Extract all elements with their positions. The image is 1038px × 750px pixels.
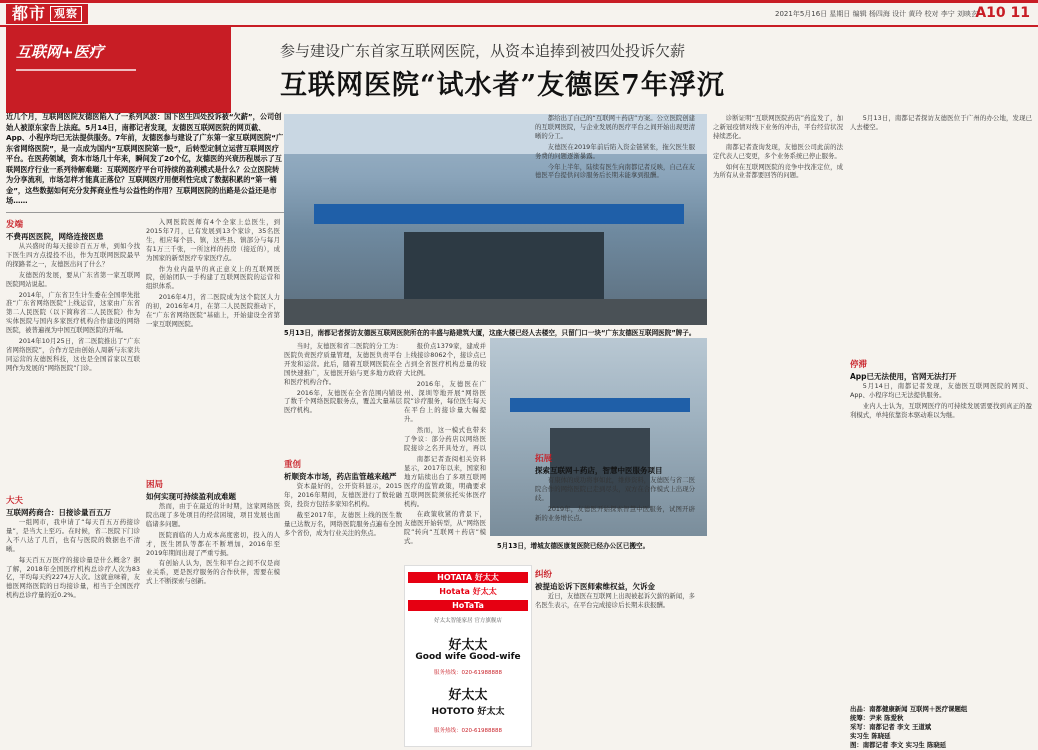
col2-body — [146, 218, 280, 473]
paragraph: 每天百五万医疗的接诊量是什么概念？据了解，2018年全国医疗机构总诊疗人次为83亿，平均每天约2274万人次。这就意味着，友德医网络医院的日均接诊量，相当于全国医疗机构总诊疗量的近0.2%。 — [6, 555, 140, 600]
col3-label: 重创 — [284, 460, 302, 470]
logo-sub: 观察 — [50, 6, 82, 22]
col3-title: 析顺资本市场，药店监管越来越严 — [284, 472, 397, 481]
byline-line: 图：南都记者 李文 实习生 陈晓延 — [850, 741, 947, 749]
paragraph: 一组网市，我申请了“每天百五万药接诊量”，是当大上至巧。在时候，省二医院下门诊入不八达了几百，也有与医院的数据也不清晰。 — [6, 518, 140, 553]
col3-body — [284, 342, 402, 452]
byline-line: 实习生 陈晓延 — [850, 732, 891, 740]
paragraph: 从兴盛时的每天接诊百五万单，到如今找下医生四方点提投不出，作为互联网医院最早的探路者之一，友德医出问了什么？ — [6, 242, 140, 268]
kicker: 参与建设广东首家互联网医院，从资本追捧到被四处投诉欠薪 — [280, 42, 686, 60]
col1-sub-title — [6, 494, 140, 518]
paragraph: 2014年10月25日，省二医院推出了“广东省网络医院”，合作方是由创始人周新与东家共同运营的友德医科技，这也是全国首家以互联网作为发展的“网络医院”门诊。 — [6, 337, 140, 372]
ad-brand-5: HOTOTO 好太太 — [431, 707, 505, 717]
col5-body-3 — [535, 592, 695, 746]
col1-body-2 — [6, 518, 140, 746]
paragraph: 有创始人认为，医生和平台之间不仅是商业关系，更是医疗服务的合作伙伴，需要在模式上不断探索与创新。 — [146, 559, 280, 586]
paragraph: 2016年4月，省二医院成为这个院区人力的初，2016年4月，在第二人民医院推动下，在“广东省网络医院”基础上，开始建设全省第一家互联网医院。 — [146, 293, 280, 328]
ad-big-brand: 好太太 — [448, 638, 488, 653]
col1-sub-heading: 互联网药商合：日接诊量百五万 — [6, 508, 111, 517]
col6-body — [713, 114, 843, 374]
paragraph: 然而，这一模式也带来了争议：部分药店以网络医院接诊之名开具处方，再以 — [404, 426, 486, 452]
col2-body-2 — [146, 502, 280, 746]
byline-line: 采写：南都记者 李文 王道斌 — [850, 723, 932, 731]
paragraph: 作为业内最早的真正意义上的互联网医院，创始团队一手构建了互联网医院的运营和组织体系。 — [146, 264, 280, 291]
col4-body — [404, 342, 486, 452]
col5-section-title-2 — [535, 568, 695, 592]
photo-entrance — [404, 232, 604, 302]
col5-body — [535, 114, 695, 219]
paragraph: 2016年，友德医在广州、深圳等地开展“网络医院”诊疗服务，每位医生每天在平台上的接诊量大幅提升。 — [404, 379, 486, 424]
ad-hotline-2: 服务热线：020-61988888 — [434, 728, 502, 734]
paragraph: 报价点1379家，建成并上线接诊8062个，接诊点已占到全省医疗机构总量的较大比例。 — [404, 342, 486, 377]
col5-title-2: 被提追讼诉下医师索维权益，欠诉金 — [535, 582, 655, 591]
paragraph: 南都记者查阅相关资料显示，2017年以来，国家和地方陆续出台了多项互联网医疗的监管政策，明确要求互联网医院须依托实体医疗机构。 — [404, 455, 486, 508]
ad-brand-2: Hotata 好太太 — [408, 586, 528, 597]
col7-body — [850, 114, 1032, 352]
advertisement — [404, 565, 532, 747]
masthead-meta: 2021年5月16日 星期日 编辑 杨四海 设计 黄玲 校对 李宁 刘映玄 — [775, 10, 978, 18]
page-number: A10 11 — [975, 5, 1030, 21]
col1-section-title — [6, 218, 140, 242]
ad-brand-1: HOTATA 好太太 — [408, 572, 528, 583]
paragraph: 然而，由于在最近的计时期，这家网络医院出现了多处项目的经营困境，项目发展也面临诸多问题。 — [146, 502, 280, 528]
col1-sub-label: 大夫 — [6, 496, 24, 506]
paragraph: 2019年，友德医开始探索智慧中医服务，试图开辟新的业务增长点。 — [535, 504, 695, 522]
paragraph: 友德医的发展，要从广东省第一家互联网医院网站说起。 — [6, 270, 140, 288]
byline-line: 出品：南都健康新闻 互联网＋医疗课题组 — [850, 705, 968, 713]
paragraph: 截至2017年，友德医上线的医生数量已达数万名，网络医院服务点遍布全国多个省份，成为行业关注的焦点。 — [284, 510, 402, 537]
col6-section-title — [850, 358, 1032, 382]
paragraph: 当时，友德医和省二医院的分工为：医院负责医疗质量管理，友德医负责平台开发和运营。此后，随着互联网医院在全国快速推广，友德医开始与更多地方政府和医疗机构合作。 — [284, 342, 402, 386]
paragraph: 友德医在2019年前后陷入资金链紧张，拖欠医生服务费的问题逐渐暴露。 — [535, 142, 695, 160]
paragraph: 5月13日，南都记者探访友德医位于广州的办公地，发现已人去楼空。 — [850, 114, 1032, 131]
col7-body-2 — [850, 382, 1032, 700]
ad-hotline-1: 服务热线：020-61988888 — [434, 670, 502, 676]
paragraph: 入网医院医师有4个全家上总医生，到2015年7月，已有发展到13个家诊，35名医生，相应每个县、镇，这些县、镇部分与每月有1万三千张，一所这样的药房（接近的），成为国家的新型医疗专家医疗点。 — [146, 218, 280, 262]
col5-label: 拓展 — [535, 454, 553, 464]
section-tag-text: 互联网+医疗 — [16, 43, 104, 61]
col5-section-title — [535, 452, 695, 476]
paragraph: 资本最好的，公开资料显示，2015年，2016年期间，友德医进行了数轮融资，投资方包括多家知名机构。 — [284, 482, 402, 508]
logo-text: 都市 — [12, 4, 47, 23]
paragraph: 诊断证明“互联网医院药店”药监发了，加之新冠疫情对线下业务的冲击，平台经营状况持续恶化。 — [713, 114, 843, 140]
paragraph: 业内人士认为，互联网医疗的可持续发展需要找到真正的盈利模式，单纯依靠资本驱动难以为继。 — [850, 401, 1032, 419]
col1-label: 发端 — [6, 220, 24, 230]
col5-body-2 — [535, 476, 695, 574]
section-tag-rule — [16, 69, 136, 71]
paragraph: 今年上半年，陆续有医生向南都记者反映，自己在友德医平台提供问诊服务后长期未能拿到报酬。 — [535, 162, 695, 180]
ad-brand-4: 好太太 — [448, 688, 488, 703]
lead-paragraph: 近几个月，互联网医院友德医陷入了一系列风波：国下医生四处投诉被“欠薪”，公司创始人被原东家告上法庭。5月14日，南都记者发现，友德医互联网医院的网页截、App、小程序均已无法提供服务。7年前，友德医参与建设了广东第一家互联网医院“广东省网络医院”，是一点成为国内“互联网医院第一股”，后转型定制立运营互联网医疗平台。在医药领域，资本市场几十年来，瞬间发了20个亿，友德医的兴衰历程展示了互联网医疗行业一系列待解难题：互联网医疗平台可持续的盈利模式是什么？公立医院转为分享流利，市场怎样才能真正落位？互联网医疗用便利性完成了数据积累的“第一桶金”，这些数据如何充分发挥商业性与公益性的作用？互联网医院的出路是公益还是市场…… — [6, 112, 284, 205]
ad-big-brand-en: Good wife Good-wife — [415, 652, 521, 662]
photo2-caption: 5月13日，增城友德医康复医院已经办公区已搬空。 — [497, 542, 650, 550]
col1-body — [6, 242, 140, 492]
masthead — [0, 3, 1038, 27]
col5-label-2: 纠纷 — [535, 570, 553, 580]
paragraph: 都给出了自己的“互联网＋药店”方案。公立医院创建的互联网医院，与企业发展的医疗平台之间开始出现更清晰的分工。 — [535, 114, 695, 140]
col2-label: 困局 — [146, 480, 164, 490]
col3-section-title — [284, 458, 402, 482]
photo-caption: 5月13日，南都记者探访友德医互联网医院所在的丰盛与路建筑大厦，这座大楼已经人去楼空，只留门口一块“广东友德医互联网医院”牌子。 — [284, 329, 696, 337]
col5-title: 探索互联网＋药店，智慧中医服务项目 — [535, 466, 663, 475]
col6-label: 停滞 — [850, 360, 868, 370]
paragraph: 医院面临的人力成本高度密切，投入的人才，医生团队等都在不断增加，2016年至2019年期间出现了严重亏损。 — [146, 530, 280, 557]
col3-body-2 — [284, 482, 402, 746]
headline: 互联网医院“试水者”友德医7年浮沉 — [280, 70, 725, 101]
paragraph: 在政策收紧的背景下，友德医开始转型，从“网络医院”转向“互联网＋药店”模式。 — [404, 510, 486, 546]
section-tag — [6, 27, 231, 113]
section-logo — [6, 4, 88, 24]
paragraph: 2016年，友德医在全省范围内铺设了数千个网络医院服务点，覆盖大量基层医疗机构。 — [284, 388, 402, 415]
col2-title: 如何实现可持续盈利成难题 — [146, 492, 236, 501]
col2-section-title — [146, 478, 280, 502]
byline — [850, 705, 1032, 750]
col1-title: 不费再医医院，网络连接医患 — [6, 232, 104, 241]
photo2-signboard — [510, 398, 690, 412]
byline-line: 统筹：尹来 陈爱秋 — [850, 714, 904, 722]
col6-title: App已无法使用，官网无法打开 — [850, 372, 957, 381]
divider — [6, 212, 284, 213]
ad-tagline: 好太太智能家居 官方旗舰店 — [434, 618, 502, 624]
paragraph: 近日，友德医在互联网上出现被起诉欠薪的新闻，多名医生表示，在平台完成接诊后长期未获报酬。 — [535, 592, 695, 609]
paragraph: 南都记者查询发现，友德医公司此前的法定代表人已变更，多个业务系统已停止服务。 — [713, 142, 843, 160]
ad-brand-3: HoTaTa — [408, 600, 528, 611]
photo-ground — [284, 299, 707, 325]
paragraph: 如何在互联网医院的竞争中找准定位，成为所有从业者都要回答的问题。 — [713, 162, 843, 180]
paragraph: 5月14日，南都记者发现，友德医互联网医院的网页、App、小程序均已无法提供服务。 — [850, 382, 1032, 399]
paragraph: 2014年，广东省卫生计生委在全国率先批准“广东省网络医院”上线运营，这家由广东省第二人民医院（以下简称省二人民医院）作为实体医院与国内多家医疗机构合作建设的网络医院，被普遍视为中国互联网医院的开端。 — [6, 290, 140, 335]
col4-body-2 — [404, 455, 486, 560]
paragraph: 有康体的成功将事如此，维修资料，友德医与省二医院合作的网络医院已走到尽头，双方在合作模式上出现分歧。 — [535, 476, 695, 502]
